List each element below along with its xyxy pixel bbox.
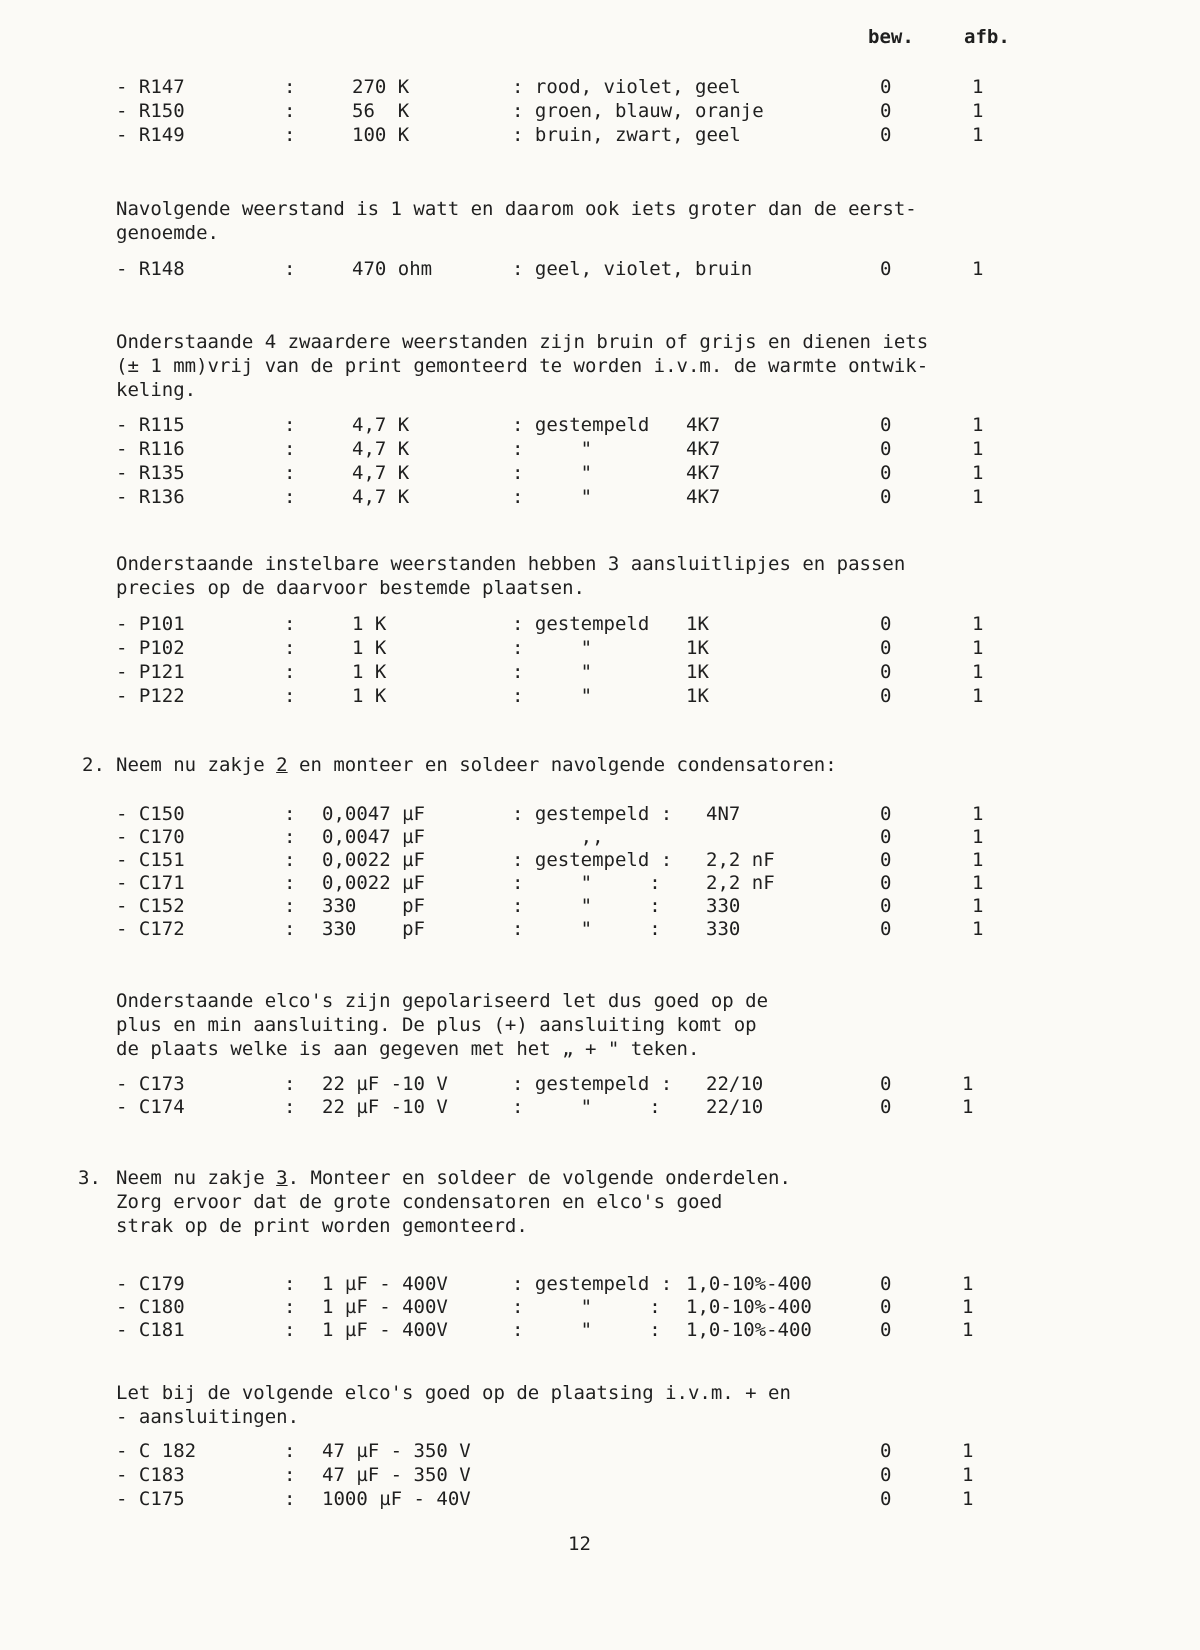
stamp-code: 4K7 (686, 414, 721, 436)
part-value: 4,7 K (352, 486, 410, 508)
zakje-number: 3 (276, 1167, 288, 1189)
afb-value: 1 (972, 100, 984, 122)
bew-value: 0 (880, 124, 892, 146)
bew-value: 0 (880, 1319, 892, 1341)
part-value: 56 K (352, 100, 410, 122)
bew-value: 0 (880, 1273, 892, 1295)
bew-value: 0 (880, 438, 892, 460)
bew-value: 0 (880, 1073, 892, 1095)
part-description: : " : (512, 1296, 661, 1318)
bew-value: 0 (880, 826, 892, 848)
afb-value: 1 (972, 826, 984, 848)
part-value: 1 µF - 400V (322, 1273, 448, 1295)
table-row (0, 486, 1200, 510)
part-id: - R115 (116, 414, 185, 436)
bew-value: 0 (880, 414, 892, 436)
bew-value: 0 (880, 1296, 892, 1318)
bew-value: 0 (880, 872, 892, 894)
paragraph: Zorg ervoor dat de grote condensatoren en elco's goed strak op de print worden gemonteerd. (116, 1191, 723, 1237)
table-row (0, 895, 1200, 919)
part-description: : " : (512, 872, 661, 894)
separator: : (284, 849, 296, 871)
bew-value: 0 (880, 258, 892, 280)
zakje-number: 2 (276, 754, 288, 776)
stamp-code: 4K7 (686, 438, 721, 460)
part-value: 1 K (352, 661, 387, 683)
part-description: : " (512, 462, 593, 484)
part-description: : " : (512, 1096, 661, 1118)
stamp-code: 1K (686, 613, 709, 635)
bew-value: 0 (880, 462, 892, 484)
stamp-code: 4K7 (686, 486, 721, 508)
column-header-bew: bew. (868, 26, 914, 48)
stamp-code: 330 (706, 918, 741, 940)
part-description: : " (512, 685, 593, 707)
afb-value: 1 (962, 1073, 974, 1095)
part-value: 4,7 K (352, 462, 410, 484)
part-value: 4,7 K (352, 414, 410, 436)
bew-value: 0 (880, 1440, 892, 1462)
part-description: : " (512, 438, 593, 460)
table-row (0, 414, 1200, 438)
step-heading (0, 754, 1200, 778)
separator: : (284, 414, 296, 436)
part-description: : gestempeld : (512, 1073, 673, 1095)
table-row (0, 1073, 1200, 1097)
part-value: 1 µF - 400V (322, 1296, 448, 1318)
page-number: 12 (568, 1533, 591, 1555)
stamp-code: 1,0-10%-400 (686, 1296, 812, 1318)
step-text-post: en monteer en soldeer navolgende condensatoren: (287, 754, 837, 776)
table-row (0, 1440, 1200, 1464)
step-text-pre: Neem nu zakje (116, 754, 277, 776)
afb-value: 1 (962, 1319, 974, 1341)
part-description: : " : (512, 1319, 661, 1341)
separator: : (284, 1273, 296, 1295)
stamp-code: 22/10 (706, 1073, 764, 1095)
stamp-code: 1K (686, 661, 709, 683)
part-id: - R150 (116, 100, 185, 122)
afb-value: 1 (972, 872, 984, 894)
part-value: 0,0047 µF (322, 826, 425, 848)
step-text (116, 1167, 791, 1189)
part-id: - R148 (116, 258, 185, 280)
stamp-code: 4N7 (706, 803, 741, 825)
part-id: - C181 (116, 1319, 185, 1341)
part-description: : gestempeld (512, 414, 650, 436)
stamp-code: 1K (686, 685, 709, 707)
part-id: - P101 (116, 613, 185, 635)
part-id: - R135 (116, 462, 185, 484)
table-row (0, 124, 1200, 148)
table-row (0, 685, 1200, 709)
paragraph: Let bij de volgende elco's goed op de plaatsing i.v.m. + en - aansluitingen. (116, 1382, 791, 1428)
afb-value: 1 (972, 661, 984, 683)
part-description: : gestempeld (512, 613, 650, 635)
table-row (0, 258, 1200, 282)
separator: : (284, 918, 296, 940)
part-id: - R136 (116, 486, 185, 508)
part-value: 330 pF (322, 918, 425, 940)
paragraph: Navolgende weerstand is 1 watt en daarom ook iets groter dan de eerst- genoemde. (116, 198, 917, 244)
part-id: - R149 (116, 124, 185, 146)
step-text (116, 754, 837, 776)
afb-value: 1 (972, 637, 984, 659)
part-id: - C180 (116, 1296, 185, 1318)
part-id: - C179 (116, 1273, 185, 1295)
column-header-afb: afb. (964, 26, 1010, 48)
afb-value: 1 (962, 1464, 974, 1486)
table-row (0, 637, 1200, 661)
separator: : (284, 124, 296, 146)
part-id: - P121 (116, 661, 185, 683)
part-value: 1 µF - 400V (322, 1319, 448, 1341)
part-value: 330 pF (322, 895, 425, 917)
part-description: : rood, violet, geel (512, 76, 741, 98)
separator: : (284, 1319, 296, 1341)
afb-value: 1 (962, 1273, 974, 1295)
separator: : (284, 661, 296, 683)
stamp-code: 2,2 nF (706, 849, 775, 871)
table-row (0, 1488, 1200, 1512)
separator: : (284, 613, 296, 635)
separator: : (284, 872, 296, 894)
separator: : (284, 685, 296, 707)
part-value: 1 K (352, 613, 387, 635)
stamp-code: 1,0-10%-400 (686, 1319, 812, 1341)
afb-value: 1 (962, 1096, 974, 1118)
table-row (0, 1296, 1200, 1320)
bew-value: 0 (880, 76, 892, 98)
part-value: 0,0047 µF (322, 803, 425, 825)
afb-value: 1 (972, 486, 984, 508)
table-row (0, 613, 1200, 637)
part-description: : gestempeld : (512, 849, 673, 871)
separator: : (284, 895, 296, 917)
part-value: 1000 µF - 40V (322, 1488, 471, 1510)
bew-value: 0 (880, 661, 892, 683)
table-row (0, 661, 1200, 685)
separator: : (284, 100, 296, 122)
part-value: 4,7 K (352, 438, 410, 460)
part-id: - C 182 (116, 1440, 197, 1462)
bew-value: 0 (880, 1096, 892, 1118)
part-id: - P102 (116, 637, 185, 659)
separator: : (284, 462, 296, 484)
bew-value: 0 (880, 613, 892, 635)
part-description: ,, (512, 826, 604, 848)
afb-value: 1 (972, 613, 984, 635)
afb-value: 1 (972, 918, 984, 940)
part-description: : " (512, 486, 593, 508)
stamp-code: 1K (686, 637, 709, 659)
part-id: - R116 (116, 438, 185, 460)
step-heading (0, 1167, 1200, 1191)
table-row (0, 1319, 1200, 1343)
afb-value: 1 (962, 1440, 974, 1462)
paragraph: Onderstaande instelbare weerstanden hebben 3 aansluitlipjes en passen precies op de daarvoor bestemde plaatsen. (116, 553, 906, 599)
step-number: 2. (82, 754, 105, 776)
part-value: 47 µF - 350 V (322, 1440, 471, 1462)
part-id: - C150 (116, 803, 185, 825)
part-id: - C174 (116, 1096, 185, 1118)
paragraph: Onderstaande 4 zwaardere weerstanden zijn bruin of grijs en dienen iets (± 1 mm)vrij van de print gemonteerd te worden i.v.m. de warmte ontwik- keling. (116, 331, 929, 401)
afb-value: 1 (972, 258, 984, 280)
afb-value: 1 (972, 76, 984, 98)
part-value: 47 µF - 350 V (322, 1464, 471, 1486)
table-row (0, 918, 1200, 942)
part-description: : gestempeld : (512, 803, 673, 825)
bew-value: 0 (880, 1488, 892, 1510)
part-id: - C183 (116, 1464, 185, 1486)
part-id: - C175 (116, 1488, 185, 1510)
afb-value: 1 (972, 414, 984, 436)
separator: : (284, 637, 296, 659)
stamp-code: 22/10 (706, 1096, 764, 1118)
stamp-code: 1,0-10%-400 (686, 1273, 812, 1295)
afb-value: 1 (972, 438, 984, 460)
part-value: 0,0022 µF (322, 849, 425, 871)
separator: : (284, 1488, 296, 1510)
part-id: - P122 (116, 685, 185, 707)
bew-value: 0 (880, 685, 892, 707)
table-row (0, 872, 1200, 896)
part-description: : " (512, 661, 593, 683)
part-description: : " : (512, 895, 661, 917)
table-row (0, 462, 1200, 486)
step-text-post: . Monteer en soldeer de volgende onderdelen. (287, 1167, 791, 1189)
part-value: 100 K (352, 124, 410, 146)
part-description: : " (512, 637, 593, 659)
separator: : (284, 1096, 296, 1118)
separator: : (284, 76, 296, 98)
bew-value: 0 (880, 100, 892, 122)
bew-value: 0 (880, 486, 892, 508)
afb-value: 1 (972, 124, 984, 146)
bew-value: 0 (880, 1464, 892, 1486)
step-number: 3. (78, 1167, 101, 1189)
bew-value: 0 (880, 895, 892, 917)
separator: : (284, 803, 296, 825)
table-row (0, 849, 1200, 873)
part-value: 1 K (352, 685, 387, 707)
paragraph: Onderstaande elco's zijn gepolariseerd let dus goed op de plus en min aansluiting. De plus (+) aansluiting komt op de plaats welke is aan gegeven met het „ + " teken. (116, 990, 769, 1060)
separator: : (284, 1296, 296, 1318)
afb-value: 1 (972, 849, 984, 871)
stamp-code: 4K7 (686, 462, 721, 484)
part-value: 0,0022 µF (322, 872, 425, 894)
part-description: : geel, violet, bruin (512, 258, 753, 280)
separator: : (284, 438, 296, 460)
part-value: 470 ohm (352, 258, 433, 280)
separator: : (284, 258, 296, 280)
table-row (0, 1096, 1200, 1120)
table-row (0, 826, 1200, 850)
table-row (0, 438, 1200, 462)
separator: : (284, 486, 296, 508)
part-id: - C152 (116, 895, 185, 917)
part-description: : groen, blauw, oranje (512, 100, 764, 122)
bew-value: 0 (880, 803, 892, 825)
bew-value: 0 (880, 849, 892, 871)
part-description: : " : (512, 918, 661, 940)
afb-value: 1 (962, 1296, 974, 1318)
stamp-code: 330 (706, 895, 741, 917)
bew-value: 0 (880, 637, 892, 659)
separator: : (284, 1440, 296, 1462)
part-id: - C170 (116, 826, 185, 848)
step-text-pre: Neem nu zakje (116, 1167, 277, 1189)
separator: : (284, 826, 296, 848)
part-value: 1 K (352, 637, 387, 659)
part-id: - R147 (116, 76, 185, 98)
table-row (0, 76, 1200, 100)
part-description: : bruin, zwart, geel (512, 124, 741, 146)
table-row (0, 100, 1200, 124)
part-value: 270 K (352, 76, 410, 98)
part-id: - C172 (116, 918, 185, 940)
table-row (0, 1464, 1200, 1488)
stamp-code: 2,2 nF (706, 872, 775, 894)
table-row (0, 1273, 1200, 1297)
part-id: - C171 (116, 872, 185, 894)
part-id: - C173 (116, 1073, 185, 1095)
separator: : (284, 1073, 296, 1095)
afb-value: 1 (972, 895, 984, 917)
part-value: 22 µF -10 V (322, 1096, 448, 1118)
afb-value: 1 (972, 803, 984, 825)
part-value: 22 µF -10 V (322, 1073, 448, 1095)
part-id: - C151 (116, 849, 185, 871)
bew-value: 0 (880, 918, 892, 940)
separator: : (284, 1464, 296, 1486)
afb-value: 1 (972, 462, 984, 484)
afb-value: 1 (972, 685, 984, 707)
part-description: : gestempeld : (512, 1273, 673, 1295)
table-row (0, 803, 1200, 827)
afb-value: 1 (962, 1488, 974, 1510)
